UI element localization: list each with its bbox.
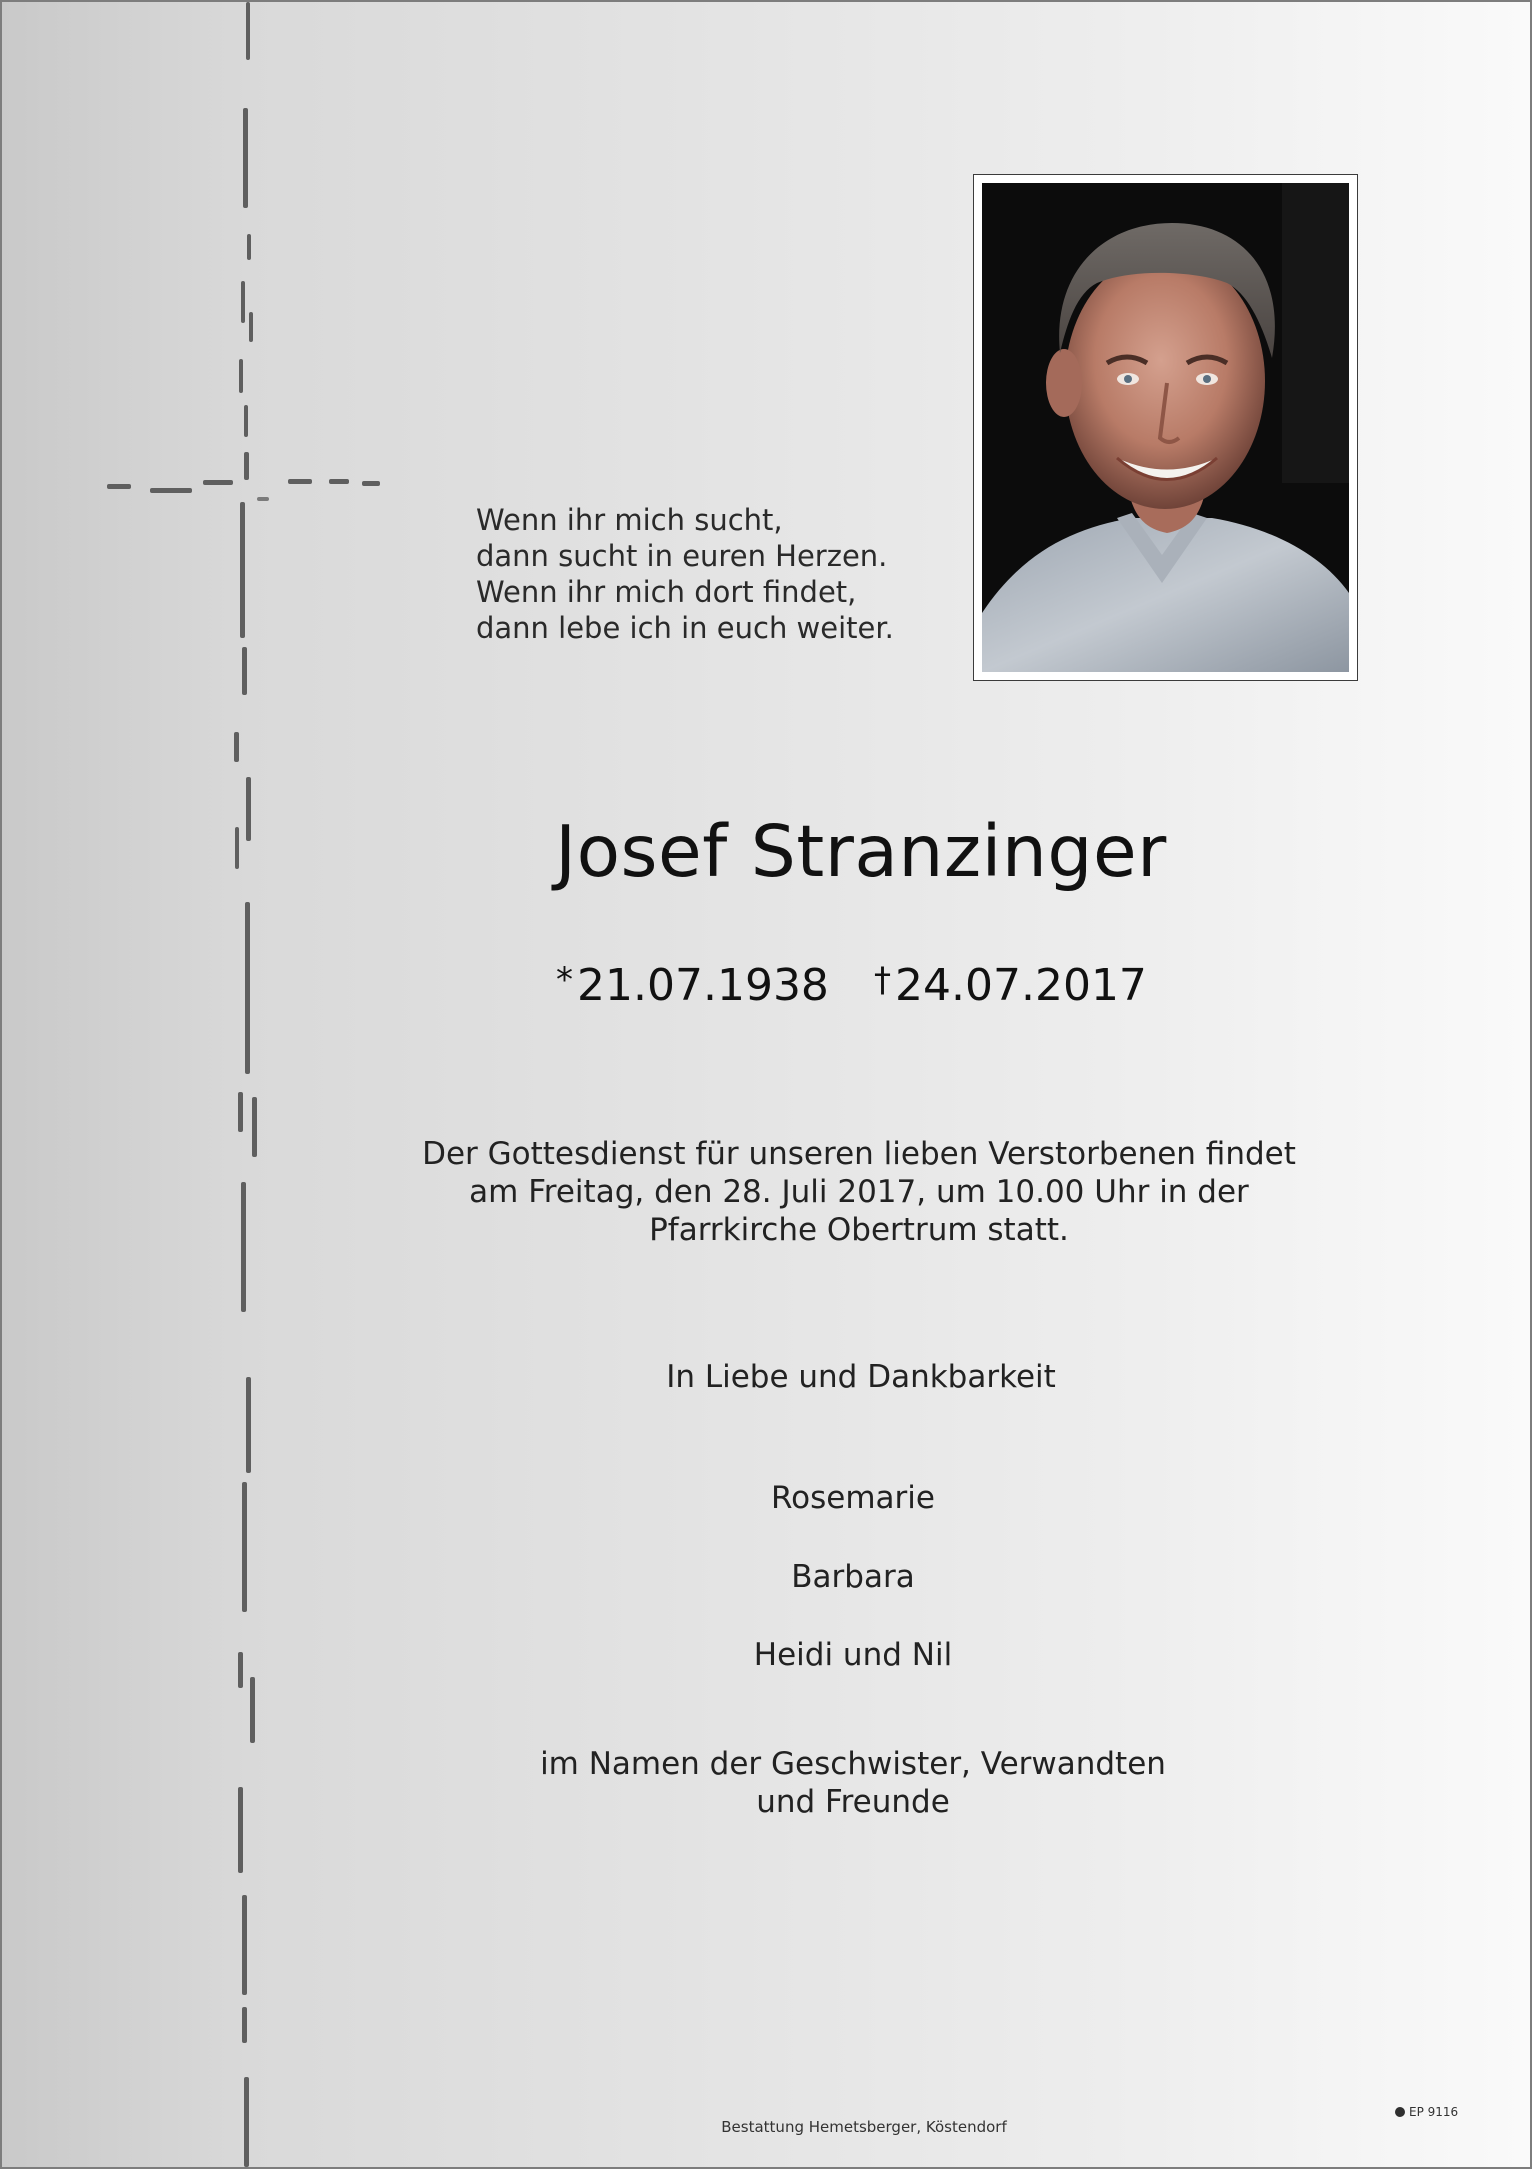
- portrait-frame: [973, 174, 1358, 681]
- template-code-value: EP 9116: [1409, 2105, 1459, 2119]
- closing-text: [432, 1745, 1274, 1821]
- memorial-quote: [476, 502, 976, 646]
- quote-line: Wenn ihr mich dort findet,: [476, 575, 857, 609]
- funeral-home-footer: Bestattung Hemetsberger, Köstendorf: [721, 2118, 1007, 2136]
- deceased-name: Josef Stranzinger: [555, 810, 1167, 893]
- quote-line: dann sucht in euren Herzen.: [476, 539, 888, 573]
- mourner-name: Heidi und Nil: [753, 1637, 953, 1673]
- mourner-name: Barbara: [791, 1559, 915, 1595]
- mourner-name: Rosemarie: [771, 1480, 935, 1516]
- dedication-text: In Liebe und Dankbarkeit: [666, 1359, 1056, 1395]
- life-dates: [552, 960, 1162, 1030]
- death-date-value: 24.07.2017: [895, 960, 1147, 1011]
- birth-date-value: 21.07.1938: [577, 960, 829, 1011]
- service-line: am Freitag, den 28. Juli 2017, um 10.00 Uhr in der: [469, 1174, 1249, 1210]
- quote-line: dann lebe ich in euch weiter.: [476, 611, 894, 645]
- quote-line: Wenn ihr mich sucht,: [476, 503, 783, 537]
- service-line: Pfarrkirche Obertrum statt.: [649, 1212, 1069, 1248]
- cross-ornament-icon: [2, 2, 422, 2167]
- code-dot-icon: [1395, 2107, 1405, 2117]
- portrait-image: [982, 183, 1349, 672]
- birth-symbol: *: [556, 960, 573, 1000]
- death-date: [874, 960, 1147, 1011]
- closing-line: im Namen der Geschwister, Verwandten: [540, 1746, 1166, 1782]
- closing-line: und Freunde: [756, 1784, 950, 1820]
- service-line: Der Gottesdienst für unseren lieben Verstorbenen findet: [422, 1136, 1296, 1172]
- death-symbol: †: [874, 960, 891, 1000]
- portrait-photo: [982, 183, 1349, 672]
- birth-date: [556, 960, 829, 1011]
- template-code: [1395, 2105, 1475, 2119]
- funeral-service-text: [395, 1135, 1323, 1249]
